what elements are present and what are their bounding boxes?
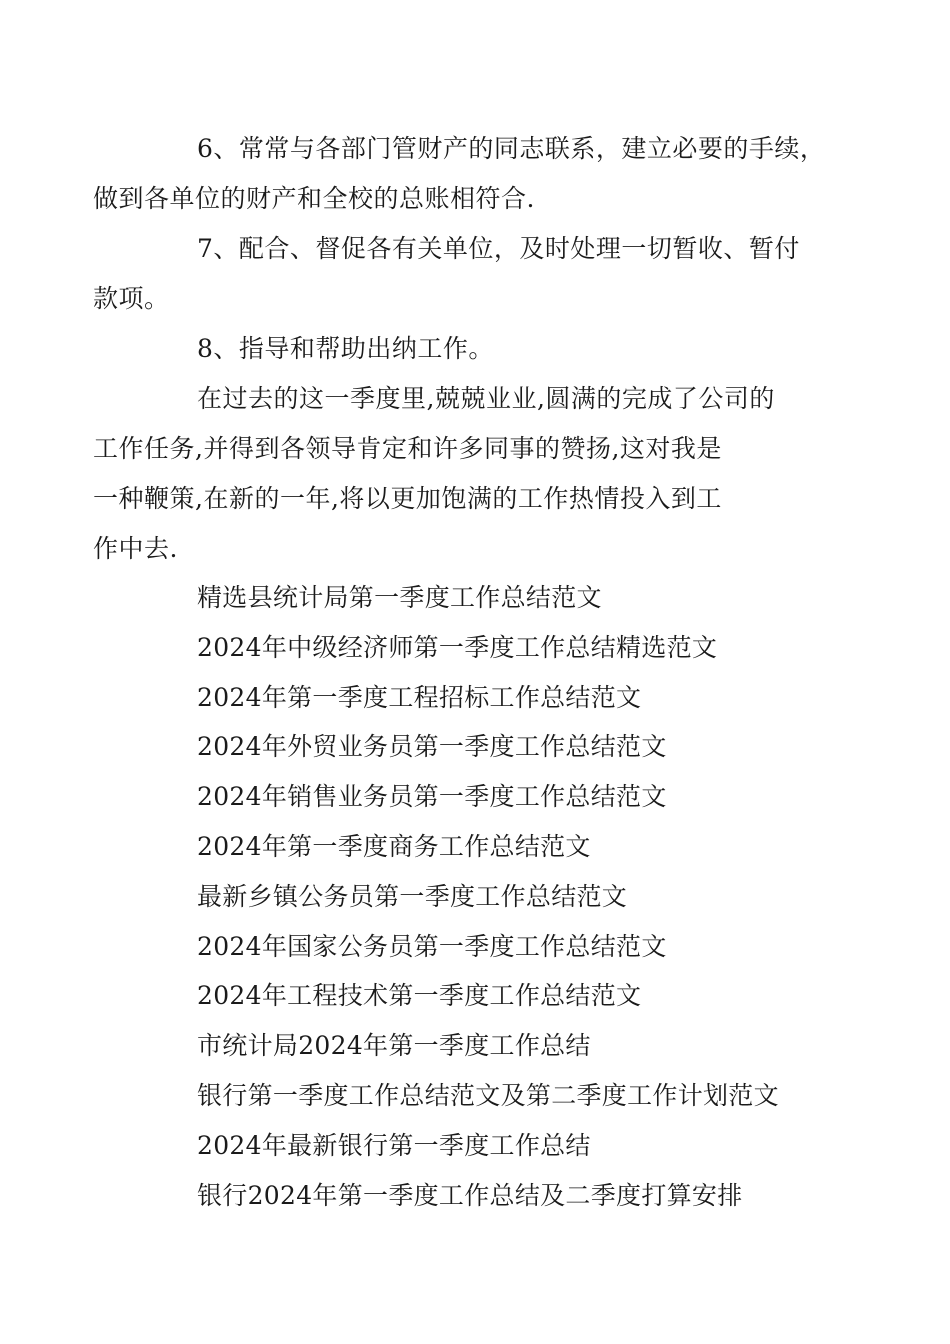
related-article-link[interactable]: 银行第一季度工作总结范文及第二季度工作计划范文	[197, 1080, 779, 1110]
related-article-link[interactable]: 2024年中级经济师第一季度工作总结精选范文	[197, 632, 718, 662]
paragraph-summary	[93, 374, 835, 574]
related-article-link[interactable]: 银行2024年第一季度工作总结及二季度打算安排	[197, 1180, 743, 1210]
related-article-link[interactable]: 2024年外贸业务员第一季度工作总结范文	[197, 732, 667, 762]
paragraph-line: 款项。	[93, 284, 170, 313]
paragraph-item-8	[145, 324, 835, 374]
paragraph-line: 在过去的这一季度里,兢兢业业,圆满的完成了公司的	[197, 384, 775, 413]
related-article-link[interactable]: 2024年国家公务员第一季度工作总结范文	[197, 931, 667, 961]
paragraph-line: 作中去.	[93, 534, 178, 563]
paragraph-line: 6、常常与各部门管财产的同志联系，建立必要的手续，	[197, 134, 826, 163]
related-article-link[interactable]: 2024年销售业务员第一季度工作总结范文	[197, 782, 667, 812]
paragraph-line: 7、配合、督促各有关单位，及时处理一切暂收、暂付	[197, 234, 800, 263]
related-articles-list	[197, 573, 779, 1220]
paragraph-line: 工作任务,并得到各领导肯定和许多同事的赞扬,这对我是	[93, 434, 722, 463]
paragraph-item-6	[93, 124, 835, 224]
related-article-link[interactable]: 最新乡镇公务员第一季度工作总结范文	[197, 881, 628, 911]
related-article-link[interactable]: 2024年工程技术第一季度工作总结范文	[197, 981, 642, 1011]
related-article-link[interactable]: 精选县统计局第一季度工作总结范文	[197, 583, 602, 612]
related-article-link[interactable]: 2024年最新银行第一季度工作总结	[197, 1130, 591, 1160]
paragraph-line: 一种鞭策,在新的一年,将以更加饱满的工作热情投入到工	[93, 484, 722, 513]
related-article-link[interactable]: 2024年第一季度工程招标工作总结范文	[197, 682, 642, 712]
related-article-link[interactable]: 市统计局2024年第一季度工作总结	[197, 1031, 591, 1061]
paragraph-line: 8、指导和帮助出纳工作。	[197, 334, 494, 363]
paragraph-item-7	[93, 224, 835, 324]
related-article-link[interactable]: 2024年第一季度商务工作总结范文	[197, 831, 591, 861]
paragraph-line: 做到各单位的财产和全校的总账相符合.	[93, 184, 535, 213]
